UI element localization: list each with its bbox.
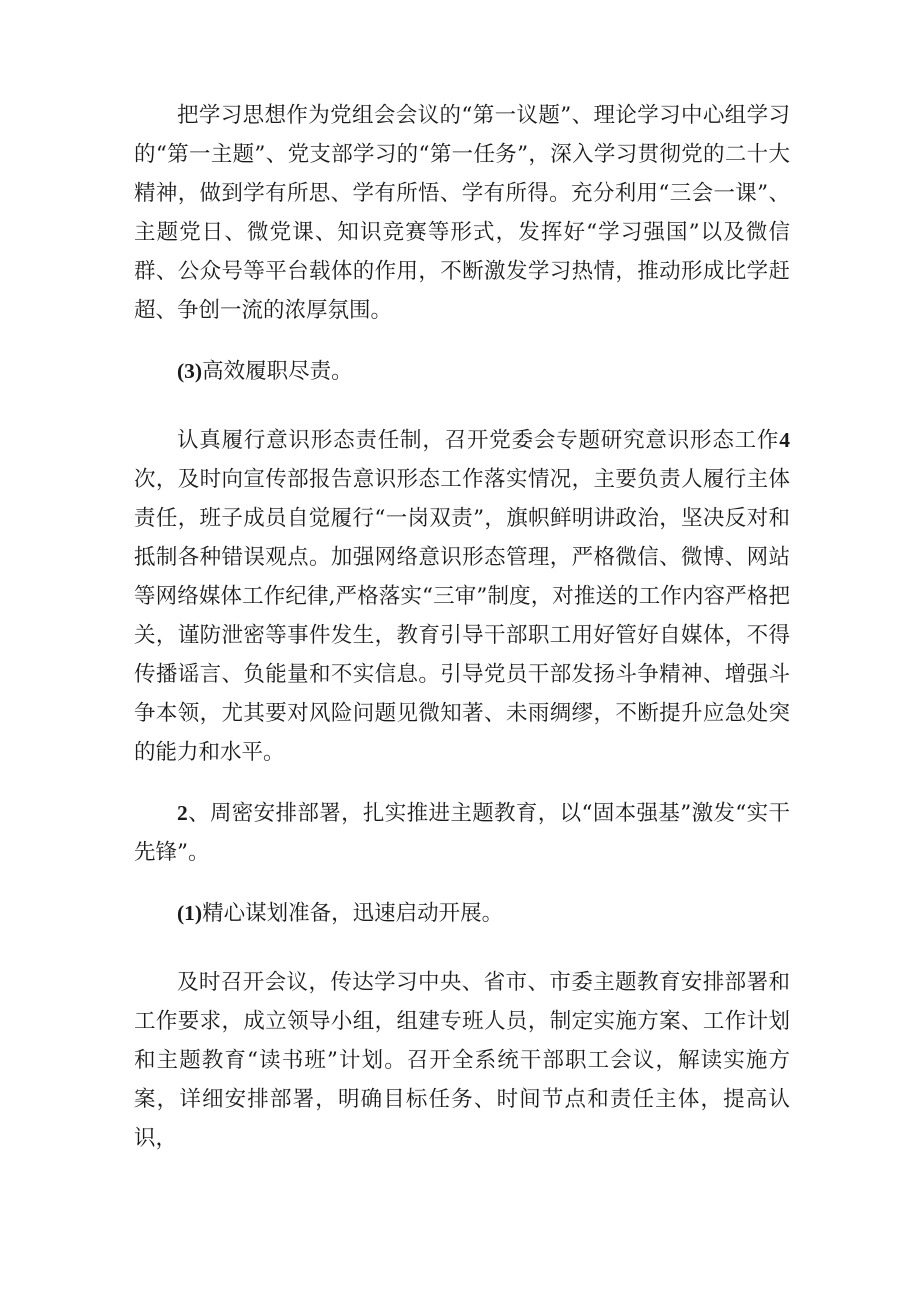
heading-2-arrangement xyxy=(134,794,790,872)
heading-3-number: (3) xyxy=(177,359,203,383)
paragraph-study-thought: 把学习思想作为党组会会议的“第一议题”、理论学习中心组学习的“第一主题”、党支部学习的“第一任务”，深入学习贯彻党的二十大精神，做到学有所思、学有所悟、学有所得。充分利用“三会一课”、主题党日、微党课、知识竞赛等形式，发挥好“学习强国”以及微信群、公众号等平台载体的作用，不断激发学习热情，推动形成比学赶超、争创一流的浓厚氛围。 xyxy=(134,103,790,323)
heading-2-number: 2 xyxy=(177,801,188,825)
paragraph-ideology-part-b: 次，及时向宣传部报告意识形态工作落实情况，主要负责人履行主体责任，班子成员自觉履行“一岗双责”，旗帜鲜明讲政治，坚决反对和抵制各种错误观点。加强网络意识形态管理，严格微信、微博、网站等网络媒体工作纪律,严格落实“三审”制度，对推送的工作内容严格把关，谨防泄密等事件发生，教育引导干部职工用好管好自媒体，不得传播谣言、负能量和不实信息。引导党员干部发扬斗争精神、增强斗争本领，尤其要对风险问题见微知著、未雨绸缪，不断提升应急处突的能力和水平。 xyxy=(134,467,790,765)
paragraph-ideology-part-a: 认真履行意识形态责任制，召开党委会专题研究意识形态工作 xyxy=(177,428,780,453)
heading-1-number: (1) xyxy=(177,901,203,925)
paragraph-meetings: 及时召开会议，传达学习中央、省市、市委主题教育安排部署和工作要求，成立领导小组，组建专班人员，制定实施方案、工作计划和主题教育“读书班”计划。召开全系统干部职工会议，解读实施方案，详细安排部署，明确目标任务、时间节点和责任主体，提高认识， xyxy=(134,970,790,1151)
heading-3-duty xyxy=(134,352,790,391)
paragraph-ideology-count: 4 xyxy=(779,428,790,452)
heading-2-text: 、周密安排部署，扎实推进主题教育，以“固本强基”激发“实干先锋”。 xyxy=(134,801,790,865)
heading-1-planning xyxy=(134,894,790,933)
heading-1-text: 精心谋划准备，迅速启动开展。 xyxy=(202,901,504,926)
heading-3-text: 高效履职尽责。 xyxy=(202,359,353,384)
paragraph-ideology-responsibility xyxy=(134,421,790,772)
